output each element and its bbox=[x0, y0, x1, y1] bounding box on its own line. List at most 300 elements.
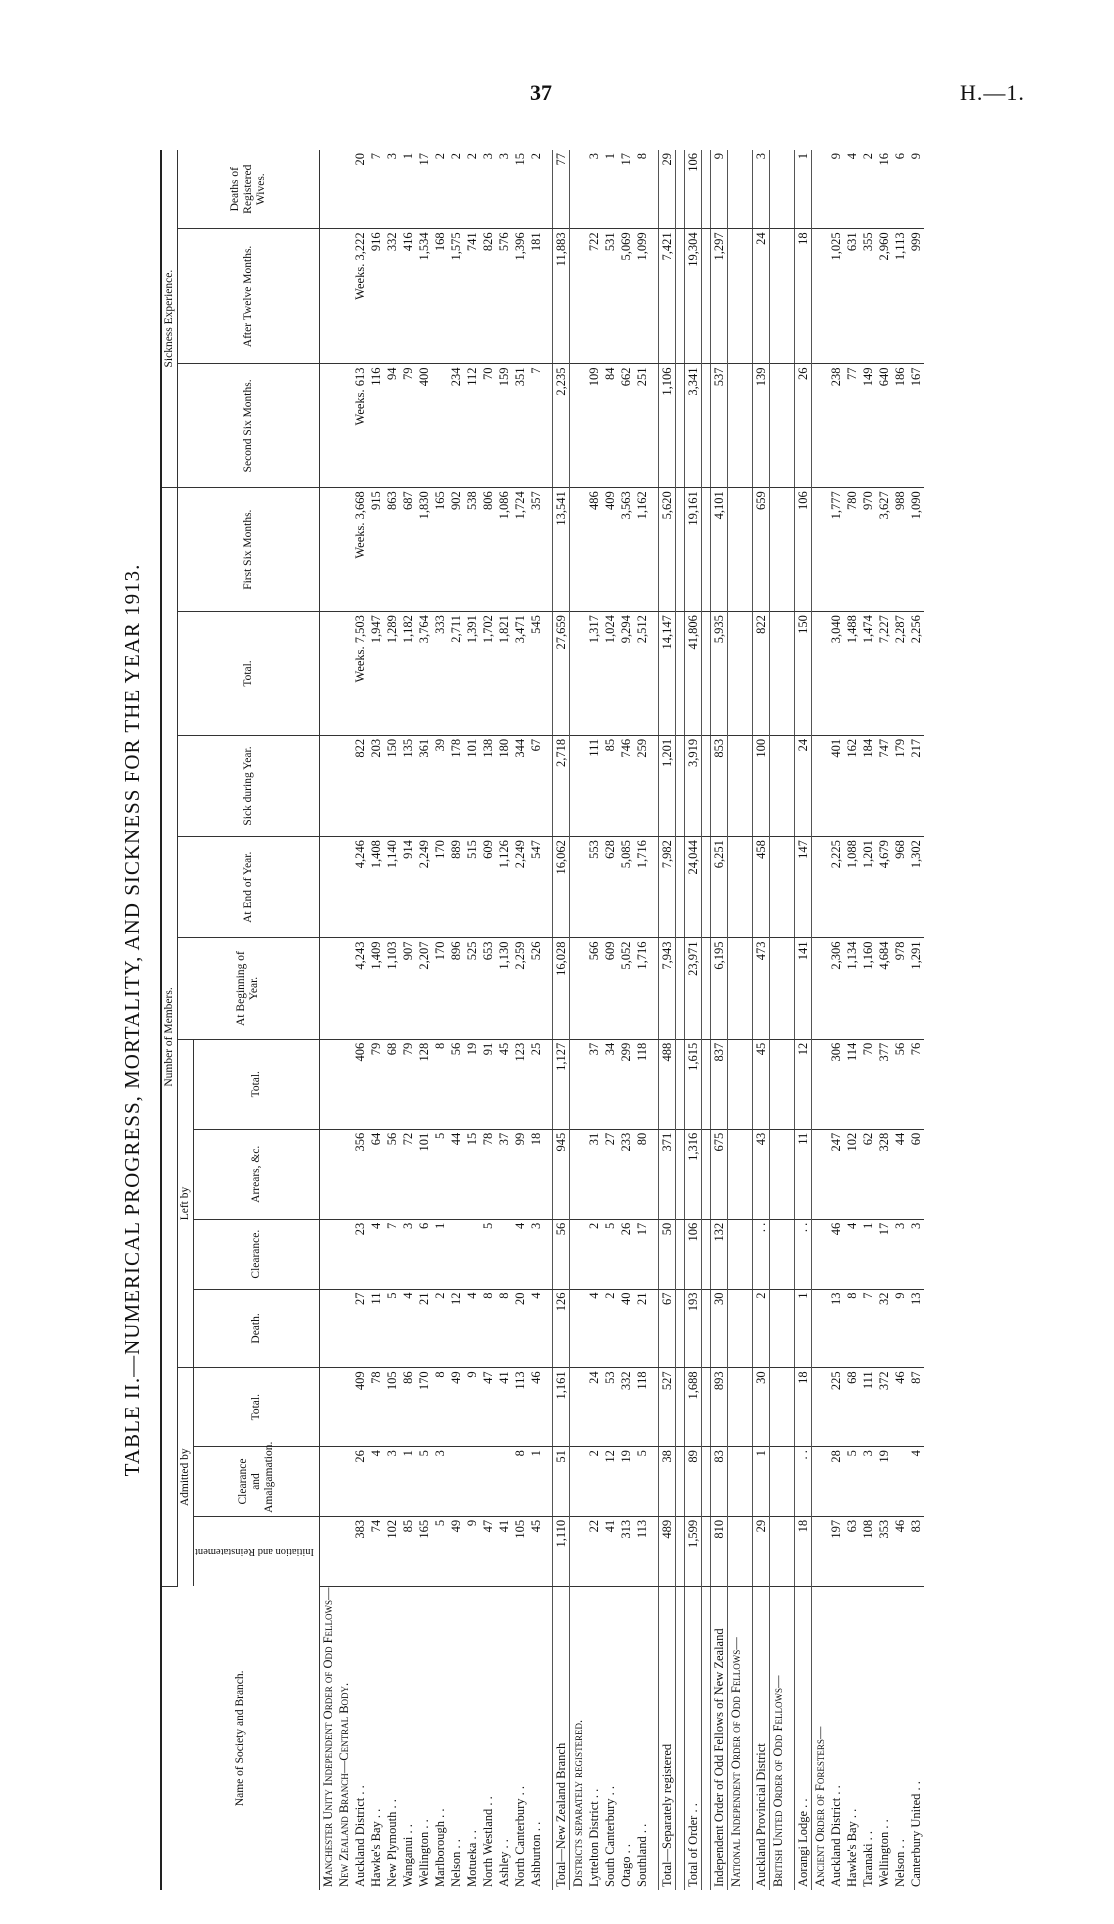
spacer-cell bbox=[675, 938, 684, 1039]
cell-init: 383 bbox=[352, 1516, 368, 1586]
cell-init: 353 bbox=[876, 1516, 892, 1586]
cell-second: 94 bbox=[384, 364, 400, 488]
header-left: Left by bbox=[178, 1039, 194, 1368]
cell-wives: 17 bbox=[618, 150, 634, 229]
cell-clr: 4 bbox=[368, 1447, 384, 1517]
row-label: North Canterbury . . bbox=[512, 1785, 527, 1887]
cell-first: 687 bbox=[400, 488, 416, 612]
cell-first: 1,162 bbox=[634, 488, 650, 612]
cell-end: 170 bbox=[432, 837, 448, 938]
spacer-cell bbox=[675, 1516, 684, 1586]
empty-cell bbox=[336, 837, 352, 938]
cell-end: 628 bbox=[602, 837, 618, 938]
cell-adm: 53 bbox=[602, 1368, 618, 1447]
cell-sick: 138 bbox=[480, 735, 496, 836]
cell-lclr: 26 bbox=[618, 1219, 634, 1289]
cell-lclr bbox=[464, 1219, 480, 1289]
empty-cell bbox=[769, 1516, 786, 1586]
empty-cell bbox=[336, 488, 352, 612]
cell-init: 313 bbox=[618, 1516, 634, 1586]
empty-cell bbox=[727, 1289, 744, 1368]
cell-arr: 945 bbox=[552, 1129, 569, 1219]
cell-tot: 3,471 bbox=[512, 612, 528, 736]
header-sickness: Sickness Experience. bbox=[161, 150, 178, 488]
row-label: Total—New Zealand Branch bbox=[552, 1586, 569, 1890]
cell-wives: 7 bbox=[368, 150, 384, 229]
cell-second: 2,235 bbox=[552, 364, 569, 488]
cell-first: 1,086 bbox=[496, 488, 512, 612]
row-label: Nelson . . bbox=[892, 1839, 907, 1887]
header-members: Number of Members. bbox=[161, 488, 178, 1586]
empty-cell bbox=[811, 364, 828, 488]
cell-arr: 31 bbox=[586, 1129, 602, 1219]
cell-adm: 1,688 bbox=[684, 1368, 701, 1447]
cell-after: 24 bbox=[752, 229, 769, 364]
cell-death: 8 bbox=[496, 1289, 512, 1368]
spacer-cell bbox=[544, 1447, 553, 1517]
cell-after: 19,304 bbox=[684, 229, 701, 364]
cell-tot: 150 bbox=[794, 612, 811, 736]
cell-lclr: 1 bbox=[432, 1219, 448, 1289]
cell-wives: 2 bbox=[528, 150, 544, 229]
cell-wives: 15 bbox=[512, 150, 528, 229]
spacer-cell bbox=[744, 229, 753, 364]
cell-adm: 372 bbox=[876, 1368, 892, 1447]
cell-arr: 356 bbox=[352, 1129, 368, 1219]
empty-cell bbox=[336, 1289, 352, 1368]
cell-arr: 64 bbox=[368, 1129, 384, 1219]
header-sick: Sick during Year. bbox=[178, 735, 320, 836]
cell-death: 13 bbox=[828, 1289, 844, 1368]
cell-second: 640 bbox=[876, 364, 892, 488]
cell-tot: 1,317 bbox=[586, 612, 602, 736]
cell-beg: 2,207 bbox=[416, 938, 432, 1039]
cell-end: 553 bbox=[586, 837, 602, 938]
spacer-row bbox=[744, 150, 753, 1890]
empty-cell bbox=[727, 1129, 744, 1219]
cell-second: 79 bbox=[400, 364, 416, 488]
cell-second: 7 bbox=[528, 364, 544, 488]
cell-left: 488 bbox=[658, 1039, 675, 1129]
spacer-cell bbox=[650, 364, 659, 488]
cell-death: 9 bbox=[892, 1289, 908, 1368]
total-row bbox=[684, 150, 701, 1890]
row-label: New Plymouth . . bbox=[384, 1799, 399, 1887]
empty-cell bbox=[769, 612, 786, 736]
cell-arr: 56 bbox=[384, 1129, 400, 1219]
row-label: Total of Order . . bbox=[684, 1586, 701, 1890]
cell-sick: 184 bbox=[860, 735, 876, 836]
spacer-cell bbox=[675, 1447, 684, 1517]
cell-left: 8 bbox=[432, 1039, 448, 1129]
spacer-cell bbox=[701, 938, 710, 1039]
statistics-table bbox=[160, 150, 924, 1890]
cell-adm: 24 bbox=[586, 1368, 602, 1447]
section-heading: Manchester Unity Independent Order of Odd Fellows— bbox=[320, 1587, 335, 1887]
cell-arr: 102 bbox=[844, 1129, 860, 1219]
empty-cell bbox=[769, 1289, 786, 1368]
spacer-cell bbox=[701, 1447, 710, 1517]
spacer-cell bbox=[650, 837, 659, 938]
cell-init: 41 bbox=[496, 1516, 512, 1586]
cell-first: 165 bbox=[432, 488, 448, 612]
cell-wives: 4 bbox=[844, 150, 860, 229]
empty-cell bbox=[319, 1289, 336, 1368]
cell-clr: 89 bbox=[684, 1447, 701, 1517]
cell-end: 1,126 bbox=[496, 837, 512, 938]
empty-cell bbox=[336, 612, 352, 736]
cell-death: 5 bbox=[384, 1289, 400, 1368]
cell-arr: 5 bbox=[432, 1129, 448, 1219]
cell-death: 13 bbox=[908, 1289, 924, 1368]
cell-adm: 41 bbox=[496, 1368, 512, 1447]
spacer-cell bbox=[650, 1129, 659, 1219]
cell-clr bbox=[892, 1447, 908, 1517]
header-name: Name of Society and Branch. bbox=[161, 1586, 319, 1890]
cell-after: 1,396 bbox=[512, 229, 528, 364]
cell-clr: 38 bbox=[658, 1447, 675, 1517]
row-label: Hawke's Bay . . bbox=[368, 1808, 383, 1887]
cell-left: 34 bbox=[602, 1039, 618, 1129]
cell-lclr: 4 bbox=[512, 1219, 528, 1289]
row-label: South Canterbury . . bbox=[602, 1785, 617, 1887]
cell-death: 4 bbox=[528, 1289, 544, 1368]
cell-left: 1,615 bbox=[684, 1039, 701, 1129]
cell-init: 49 bbox=[448, 1516, 464, 1586]
cell-wives: 2 bbox=[860, 150, 876, 229]
cell-first: 780 bbox=[844, 488, 860, 612]
empty-cell bbox=[769, 150, 786, 229]
cell-end: 458 bbox=[752, 837, 769, 938]
cell-wives: 2 bbox=[464, 150, 480, 229]
section-heading: British United Order of Odd Fellows— bbox=[770, 1675, 785, 1887]
cell-left: 91 bbox=[480, 1039, 496, 1129]
cell-after: Weeks. 3,222 bbox=[352, 229, 368, 364]
spacer-cell bbox=[786, 364, 795, 488]
cell-left: 299 bbox=[618, 1039, 634, 1129]
spacer-row bbox=[786, 150, 795, 1890]
empty-cell bbox=[569, 837, 586, 938]
cell-tot: 5,935 bbox=[710, 612, 727, 736]
cell-beg: 4,243 bbox=[352, 938, 368, 1039]
header-clearance: Clearance. bbox=[194, 1219, 320, 1289]
cell-beg: 566 bbox=[586, 938, 602, 1039]
cell-sick: 361 bbox=[416, 735, 432, 836]
table-row bbox=[618, 150, 634, 1890]
cell-death: 1 bbox=[794, 1289, 811, 1368]
cell-second: 112 bbox=[464, 364, 480, 488]
cell-after: 1,113 bbox=[892, 229, 908, 364]
empty-cell bbox=[769, 938, 786, 1039]
cell-first: 3,563 bbox=[618, 488, 634, 612]
cell-second: 159 bbox=[496, 364, 512, 488]
cell-arr: 37 bbox=[496, 1129, 512, 1219]
empty-cell bbox=[336, 364, 352, 488]
cell-death: 40 bbox=[618, 1289, 634, 1368]
header-admitted: Admitted by bbox=[178, 1368, 194, 1586]
cell-adm: 46 bbox=[892, 1368, 908, 1447]
row-label: Wellington . . bbox=[416, 1819, 431, 1887]
cell-beg: 23,971 bbox=[684, 938, 701, 1039]
cell-death: 8 bbox=[844, 1289, 860, 1368]
empty-cell bbox=[319, 488, 336, 612]
cell-end: 547 bbox=[528, 837, 544, 938]
cell-left: 56 bbox=[892, 1039, 908, 1129]
cell-sick: 162 bbox=[844, 735, 860, 836]
empty-cell bbox=[727, 150, 744, 229]
cell-init: 1,599 bbox=[684, 1516, 701, 1586]
empty-cell bbox=[319, 229, 336, 364]
empty-cell bbox=[727, 488, 744, 612]
table-row bbox=[528, 150, 544, 1890]
empty-cell bbox=[811, 1039, 828, 1129]
cell-tot: 1,391 bbox=[464, 612, 480, 736]
cell-tot: 1,947 bbox=[368, 612, 384, 736]
empty-cell bbox=[727, 837, 744, 938]
row-label: Total—Separately registered bbox=[658, 1586, 675, 1890]
cell-beg: 896 bbox=[448, 938, 464, 1039]
section-row bbox=[319, 150, 336, 1890]
spacer-cell bbox=[701, 1586, 710, 1890]
total-row bbox=[794, 150, 811, 1890]
empty-cell bbox=[727, 1368, 744, 1447]
spacer-cell bbox=[744, 488, 753, 612]
cell-end: 1,140 bbox=[384, 837, 400, 938]
spacer-cell bbox=[744, 938, 753, 1039]
cell-after: 1,575 bbox=[448, 229, 464, 364]
cell-adm: 86 bbox=[400, 1368, 416, 1447]
cell-lclr: 2 bbox=[586, 1219, 602, 1289]
cell-lclr: 17 bbox=[876, 1219, 892, 1289]
cell-beg: 978 bbox=[892, 938, 908, 1039]
cell-init: 63 bbox=[844, 1516, 860, 1586]
cell-arr: 11 bbox=[794, 1129, 811, 1219]
spacer-cell bbox=[675, 1586, 684, 1890]
cell-after: 999 bbox=[908, 229, 924, 364]
cell-sick: 180 bbox=[496, 735, 512, 836]
cell-lclr: 4 bbox=[368, 1219, 384, 1289]
cell-lclr: 132 bbox=[710, 1219, 727, 1289]
empty-cell bbox=[319, 1219, 336, 1289]
cell-sick: 747 bbox=[876, 735, 892, 836]
cell-tot: 27,659 bbox=[552, 612, 569, 736]
empty-cell bbox=[336, 938, 352, 1039]
cell-first: 409 bbox=[602, 488, 618, 612]
row-label: Canterbury United . . bbox=[908, 1781, 923, 1887]
empty-cell bbox=[319, 938, 336, 1039]
empty-cell bbox=[319, 364, 336, 488]
cell-adm: 47 bbox=[480, 1368, 496, 1447]
empty-cell bbox=[319, 1516, 336, 1586]
cell-arr: 101 bbox=[416, 1129, 432, 1219]
total-row bbox=[658, 150, 675, 1890]
cell-second: 139 bbox=[752, 364, 769, 488]
rotated-table-region bbox=[120, 150, 1070, 1890]
cell-adm: 9 bbox=[464, 1368, 480, 1447]
spacer-cell bbox=[675, 488, 684, 612]
row-label: Southland . . bbox=[634, 1823, 649, 1887]
cell-death: 21 bbox=[634, 1289, 650, 1368]
section-heading: Ancient Order of Foresters— bbox=[812, 1726, 827, 1887]
cell-tot: 1,024 bbox=[602, 612, 618, 736]
cell-first: 1,090 bbox=[908, 488, 924, 612]
cell-left: 68 bbox=[384, 1039, 400, 1129]
cell-tot: 1,821 bbox=[496, 612, 512, 736]
table-body bbox=[319, 150, 924, 1890]
cell-tot: 1,488 bbox=[844, 612, 860, 736]
spacer-cell bbox=[544, 837, 553, 938]
section-heading: Districts separately registered. bbox=[570, 1719, 585, 1887]
row-label: North Westland . . bbox=[480, 1796, 495, 1887]
cell-init: 197 bbox=[828, 1516, 844, 1586]
spacer-cell bbox=[786, 837, 795, 938]
spacer-cell bbox=[650, 1289, 659, 1368]
empty-cell bbox=[769, 1447, 786, 1517]
header-death: Death. bbox=[194, 1289, 320, 1368]
cell-left: 45 bbox=[752, 1039, 769, 1129]
spacer-cell bbox=[786, 1219, 795, 1289]
row-label: Auckland District . . bbox=[828, 1785, 843, 1887]
cell-init: 29 bbox=[752, 1516, 769, 1586]
table-row bbox=[602, 150, 618, 1890]
cell-tot: 2,256 bbox=[908, 612, 924, 736]
cell-beg: 526 bbox=[528, 938, 544, 1039]
cell-arr: 80 bbox=[634, 1129, 650, 1219]
cell-lclr: 50 bbox=[658, 1219, 675, 1289]
spacer-cell bbox=[544, 1289, 553, 1368]
cell-second: 70 bbox=[480, 364, 496, 488]
spacer-cell bbox=[650, 1368, 659, 1447]
cell-sick: 853 bbox=[710, 735, 727, 836]
cell-after: 1,025 bbox=[828, 229, 844, 364]
cell-end: 24,044 bbox=[684, 837, 701, 938]
spacer-cell bbox=[544, 229, 553, 364]
cell-after: 11,883 bbox=[552, 229, 569, 364]
cell-after: 722 bbox=[586, 229, 602, 364]
cell-sick: 85 bbox=[602, 735, 618, 836]
empty-cell bbox=[811, 735, 828, 836]
header-second-six: Second Six Months. bbox=[178, 364, 320, 488]
total-row bbox=[710, 150, 727, 1890]
cell-clr: 12 bbox=[602, 1447, 618, 1517]
spacer-cell bbox=[544, 735, 553, 836]
cell-arr: 247 bbox=[828, 1129, 844, 1219]
cell-after: 1,297 bbox=[710, 229, 727, 364]
row-label: Marlborough . . bbox=[432, 1808, 447, 1887]
empty-cell bbox=[727, 1039, 744, 1129]
cell-init: 83 bbox=[908, 1516, 924, 1586]
cell-wives: 29 bbox=[658, 150, 675, 229]
cell-clr: 3 bbox=[432, 1447, 448, 1517]
cell-wives: 1 bbox=[400, 150, 416, 229]
cell-adm: 78 bbox=[368, 1368, 384, 1447]
cell-lclr: 7 bbox=[384, 1219, 400, 1289]
empty-cell bbox=[319, 735, 336, 836]
empty-cell bbox=[727, 364, 744, 488]
empty-cell bbox=[569, 938, 586, 1039]
cell-second: 167 bbox=[908, 364, 924, 488]
cell-death: 2 bbox=[752, 1289, 769, 1368]
row-label: Otago . . bbox=[618, 1843, 633, 1887]
empty-cell bbox=[811, 1129, 828, 1219]
cell-beg: 907 bbox=[400, 938, 416, 1039]
cell-lclr: 4 bbox=[844, 1219, 860, 1289]
cell-beg: 2,306 bbox=[828, 938, 844, 1039]
header-after-twelve: After Twelve Months. bbox=[178, 229, 320, 364]
spacer-cell bbox=[544, 1039, 553, 1129]
cell-beg: 525 bbox=[464, 938, 480, 1039]
spacer-cell bbox=[650, 1516, 659, 1586]
cell-clr bbox=[464, 1447, 480, 1517]
spacer-cell bbox=[675, 1219, 684, 1289]
cell-tot: 2,287 bbox=[892, 612, 908, 736]
cell-end: 7,982 bbox=[658, 837, 675, 938]
empty-cell bbox=[336, 1368, 352, 1447]
cell-second: 351 bbox=[512, 364, 528, 488]
cell-wives: 9 bbox=[908, 150, 924, 229]
cell-tot: 333 bbox=[432, 612, 448, 736]
spacer-cell bbox=[744, 1516, 753, 1586]
row-label: Lyttelton District . . bbox=[586, 1788, 601, 1887]
cell-clr: 3 bbox=[384, 1447, 400, 1517]
cell-wives: 20 bbox=[352, 150, 368, 229]
cell-init: 810 bbox=[710, 1516, 727, 1586]
row-label: Nelson . . bbox=[448, 1839, 463, 1887]
table-row bbox=[860, 150, 876, 1890]
header-arrears: Arrears, &c. bbox=[194, 1129, 320, 1219]
cell-death: 30 bbox=[710, 1289, 727, 1368]
empty-cell bbox=[319, 1447, 336, 1517]
spacer-cell bbox=[701, 229, 710, 364]
cell-end: 968 bbox=[892, 837, 908, 938]
cell-wives: 3 bbox=[496, 150, 512, 229]
cell-init: 46 bbox=[892, 1516, 908, 1586]
spacer-cell bbox=[675, 229, 684, 364]
empty-cell bbox=[569, 364, 586, 488]
cell-wives: 2 bbox=[432, 150, 448, 229]
cell-after: 168 bbox=[432, 229, 448, 364]
empty-cell bbox=[811, 1368, 828, 1447]
spacer-cell bbox=[744, 1129, 753, 1219]
empty-cell bbox=[569, 1368, 586, 1447]
cell-tot: 9,294 bbox=[618, 612, 634, 736]
cell-second: 400 bbox=[416, 364, 432, 488]
empty-cell bbox=[336, 1447, 352, 1517]
cell-beg: 141 bbox=[794, 938, 811, 1039]
cell-first: 659 bbox=[752, 488, 769, 612]
empty-cell bbox=[769, 364, 786, 488]
spacer-cell bbox=[675, 1129, 684, 1219]
cell-sick: 150 bbox=[384, 735, 400, 836]
table-row bbox=[634, 150, 650, 1890]
cell-first: 988 bbox=[892, 488, 908, 612]
spacer-cell bbox=[650, 1447, 659, 1517]
cell-after: 5,069 bbox=[618, 229, 634, 364]
header-sick-total: Total. bbox=[178, 612, 320, 736]
empty-cell bbox=[769, 1368, 786, 1447]
cell-sick: 179 bbox=[892, 735, 908, 836]
cell-end: 2,249 bbox=[512, 837, 528, 938]
cell-first: Weeks. 3,668 bbox=[352, 488, 368, 612]
cell-left: 70 bbox=[860, 1039, 876, 1129]
empty-cell bbox=[569, 1129, 586, 1219]
cell-sick: 259 bbox=[634, 735, 650, 836]
cell-arr: 233 bbox=[618, 1129, 634, 1219]
cell-init: 489 bbox=[658, 1516, 675, 1586]
cell-beg: 1,291 bbox=[908, 938, 924, 1039]
empty-cell bbox=[811, 938, 828, 1039]
cell-init: 18 bbox=[794, 1516, 811, 1586]
